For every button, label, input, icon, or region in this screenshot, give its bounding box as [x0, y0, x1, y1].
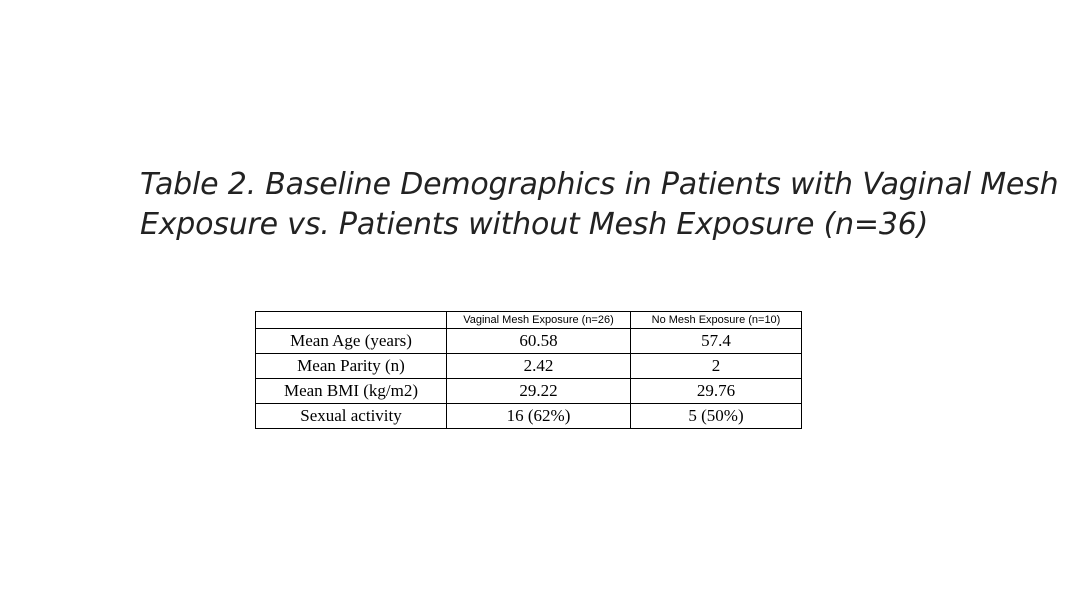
- header-cell-mesh-exposure: Vaginal Mesh Exposure (n=26): [447, 312, 631, 329]
- table-row: [256, 329, 802, 354]
- slide-title: [140, 165, 1060, 245]
- header-cell-no-mesh-exposure: No Mesh Exposure (n=10): [631, 312, 802, 329]
- table-row: [256, 354, 802, 379]
- cell-no-mesh-exposure: 57.4: [631, 329, 802, 354]
- cell-mesh-exposure: 2.42: [447, 354, 631, 379]
- row-label: Mean Parity (n): [256, 354, 447, 379]
- slide-title-line-1: Table 2. Baseline Demographics in Patients with Vaginal Mesh: [140, 167, 1059, 202]
- cell-no-mesh-exposure: 2: [631, 354, 802, 379]
- table-header-row: [256, 312, 802, 329]
- row-label: Mean BMI (kg/m2): [256, 379, 447, 404]
- cell-mesh-exposure: 29.22: [447, 379, 631, 404]
- cell-no-mesh-exposure: 29.76: [631, 379, 802, 404]
- table-row: [256, 379, 802, 404]
- cell-mesh-exposure: 60.58: [447, 329, 631, 354]
- row-label: Mean Age (years): [256, 329, 447, 354]
- slide-title-line-2: Exposure vs. Patients without Mesh Exposure (n=36): [140, 207, 929, 242]
- header-cell-blank: [256, 312, 447, 329]
- row-label: Sexual activity: [256, 404, 447, 429]
- cell-no-mesh-exposure: 5 (50%): [631, 404, 802, 429]
- table-row: [256, 404, 802, 429]
- demographics-table: [255, 311, 802, 429]
- cell-mesh-exposure: 16 (62%): [447, 404, 631, 429]
